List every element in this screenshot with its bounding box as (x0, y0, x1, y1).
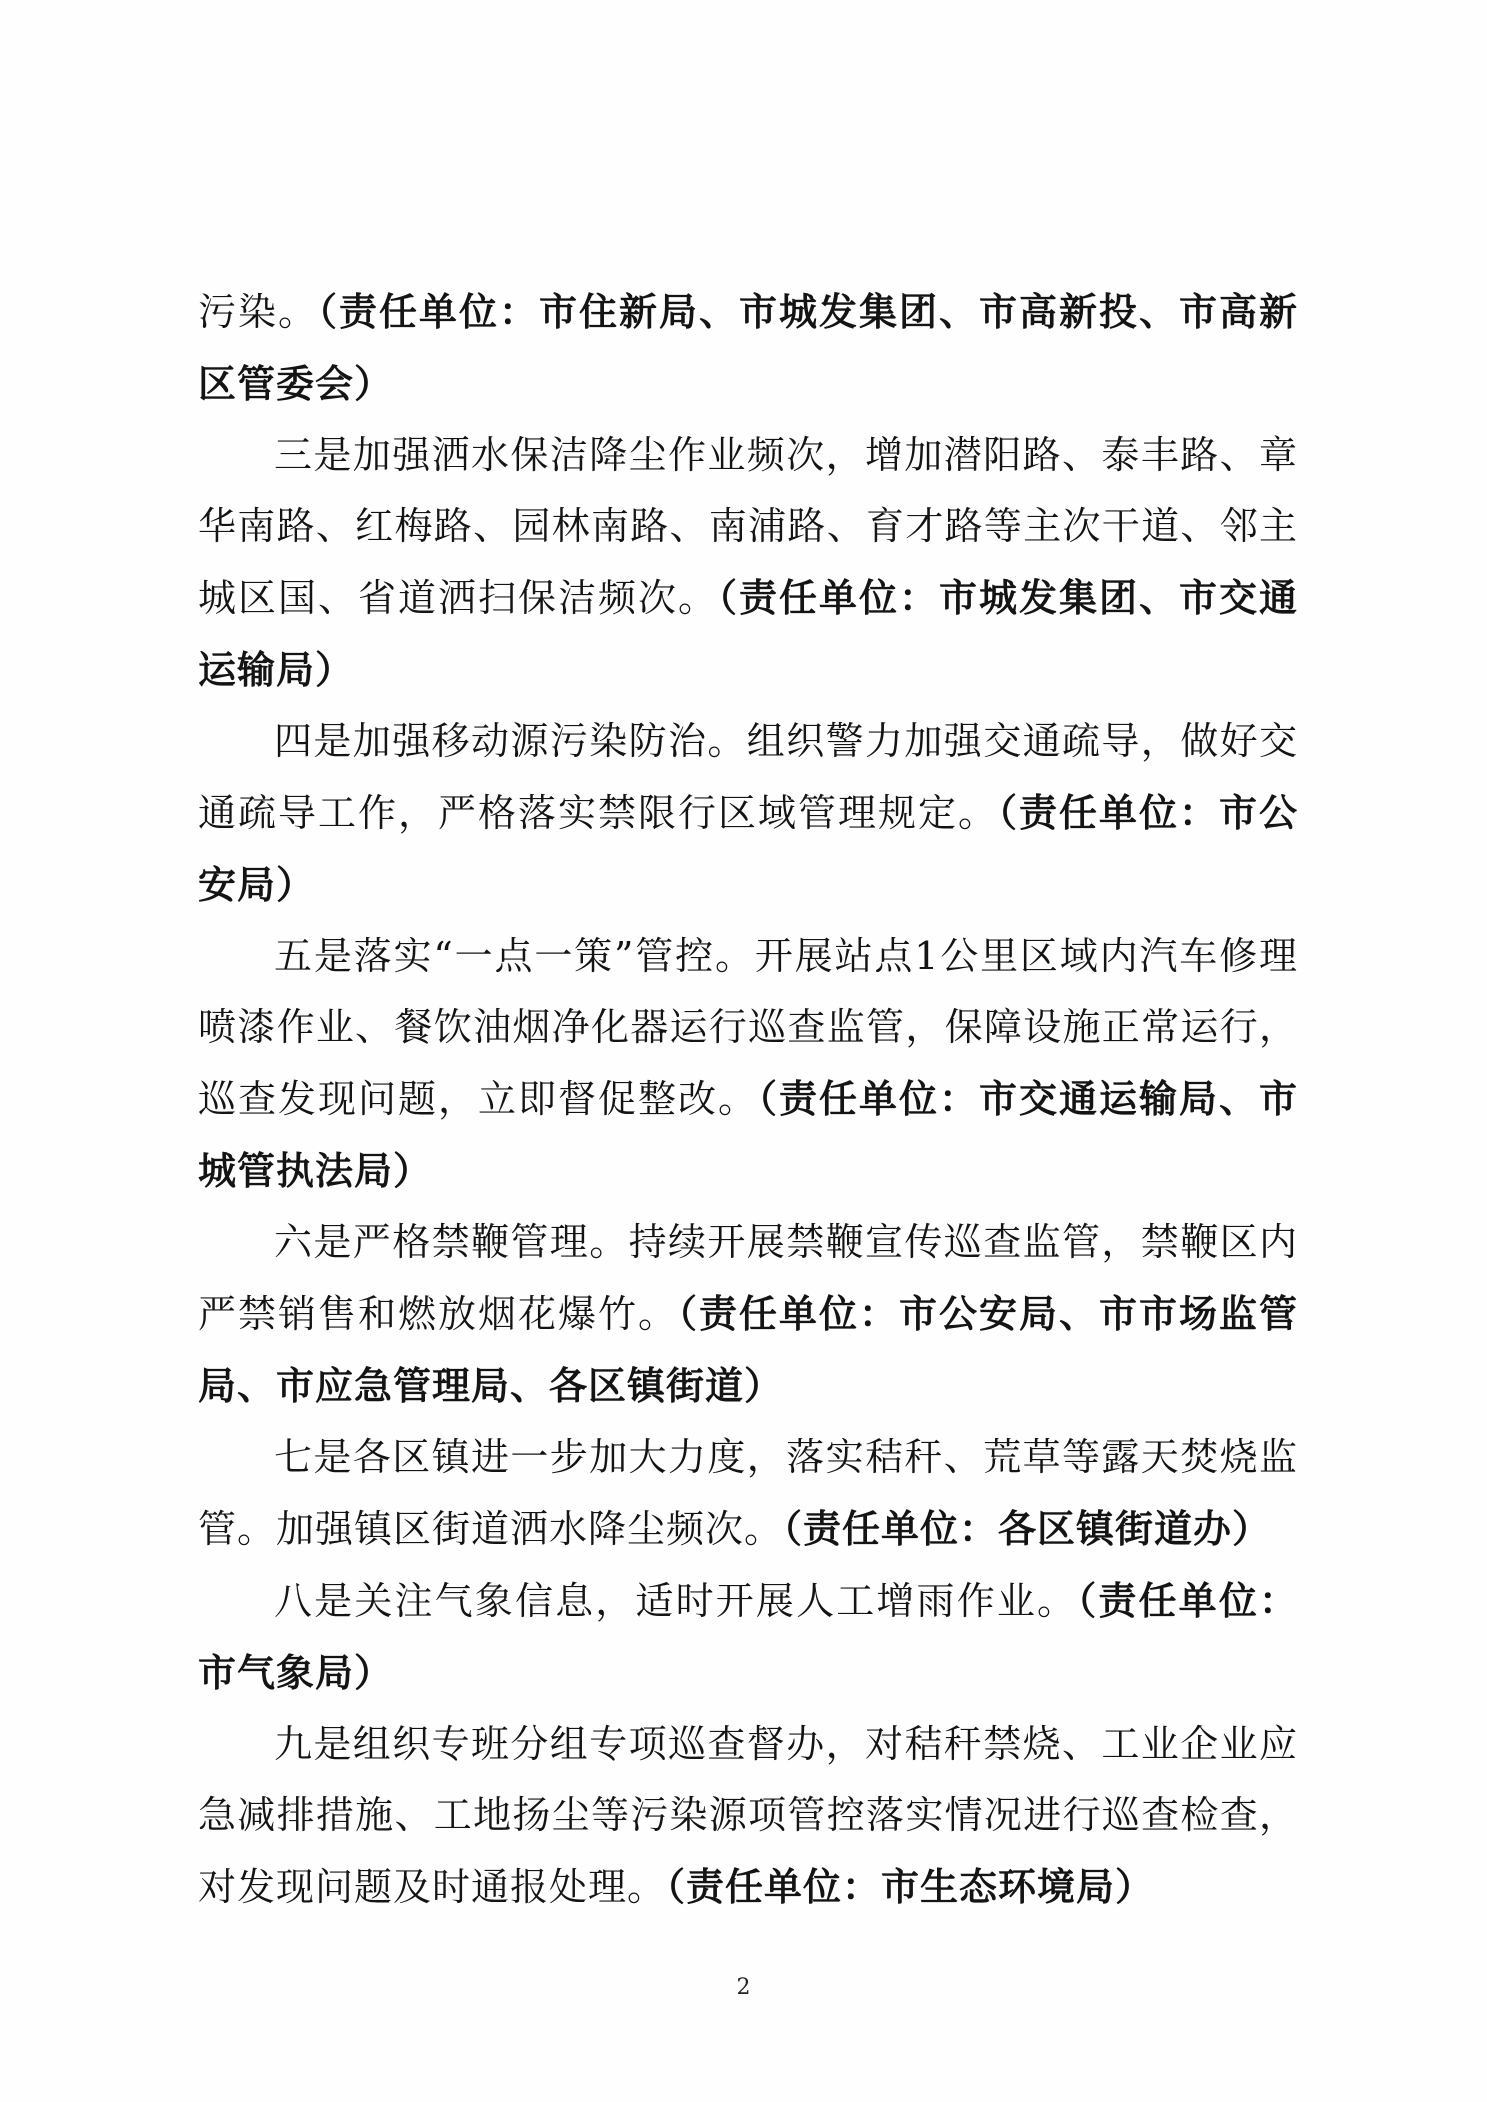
body-text (198, 276, 1298, 1923)
paragraph-1-text: 污染。 (198, 290, 318, 334)
paragraph-1 (198, 276, 1298, 420)
paragraph-5-responsible-units: （责任单位：市公安局、市市场监管局、市应急管理局、各区镇街道） (198, 1291, 1298, 1408)
paragraph-8 (198, 1709, 1298, 1923)
paragraph-3 (198, 706, 1298, 921)
paragraph-8-text: 九是组织专班分组专项巡查督办，对秸秆禁烧、工业企业应急减排措施、工地扬尘等污染源项管控落实情况进行巡查检查，对发现问题及时通报处理。 (198, 1722, 1298, 1909)
paragraph-3-text: 四是加强移动源污染防治。组织警力加强交通疏导，做好交通疏导工作，严格落实禁限行区域管理规定。 (198, 719, 1298, 835)
paragraph-6-responsible-units: （责任单位：各区镇街道办） (783, 1506, 1272, 1551)
paragraph-8-responsible-units: （责任单位：市生态环境局） (666, 1864, 1155, 1909)
paragraph-2-text: 三是加强洒水保洁降尘作业频次，增加潜阳路、泰丰路、章华南路、红梅路、园林南路、南浦路、育才路等主次干道、邻主城区国、省道洒扫保洁频次。 (198, 433, 1298, 620)
paragraph-5-text: 六是严格禁鞭管理。持续开展禁鞭宣传巡查监管，禁鞭区内严禁销售和燃放烟花爆竹。 (198, 1220, 1298, 1336)
paragraph-6-text: 七是各区镇进一步加大力度，落实秸秆、荒草等露天焚烧监管。加强镇区街道洒水降尘频次。 (198, 1435, 1298, 1551)
paragraph-2 (198, 420, 1298, 706)
page-number: 2 (736, 1975, 751, 2000)
paragraph-4 (198, 921, 1298, 1207)
paragraph-4-text: 五是落实“一点一策”管控。开展站点1公里区域内汽车修理喷漆作业、餐饮油烟净化器运行巡查监管，保障设施正常运行，巡查发现问题，立即督促整改。 (198, 934, 1298, 1121)
paragraph-7-responsible-units: （责任单位：市气象局） (198, 1578, 1298, 1695)
paragraph-6 (198, 1422, 1298, 1565)
paragraph-5 (198, 1207, 1298, 1422)
paragraph-4-responsible-units: （责任单位：市交通运输局、市城管执法局） (198, 1076, 1298, 1193)
paragraph-2-responsible-units: （责任单位：市城发集团、市交通运输局） (198, 575, 1298, 692)
paragraph-3-responsible-units: （责任单位：市公安局） (198, 790, 1298, 907)
paragraph-7-text: 八是关注气象信息，适时开展人工增雨作业。 (274, 1579, 1078, 1623)
paragraph-1-responsible-units: （责任单位：市住新局、市城发集团、市高新投、市高新区管委会） (198, 289, 1298, 406)
paragraph-7 (198, 1565, 1298, 1709)
